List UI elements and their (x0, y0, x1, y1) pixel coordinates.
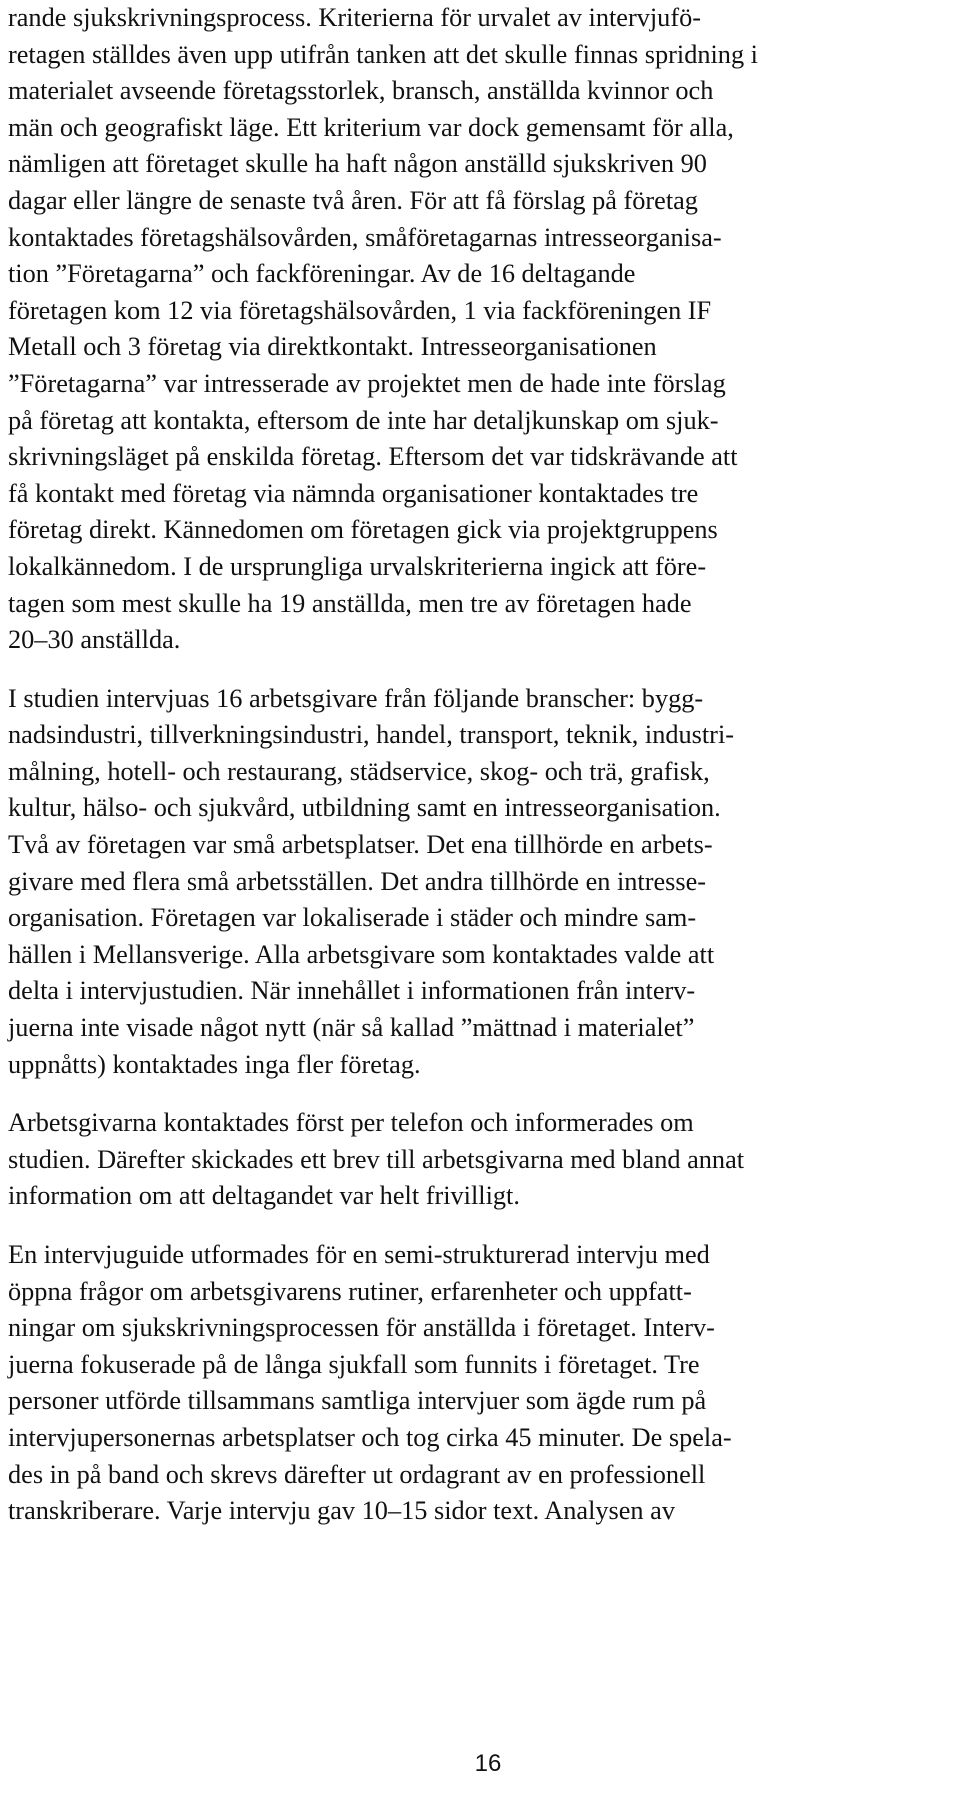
paragraph-contact (8, 1105, 944, 1215)
text-line: organisation. Företagen var lokaliserade i städer och mindre sam- (8, 903, 697, 933)
text-line: des in på band och skrevs därefter ut ordagrant av en professionell (8, 1459, 706, 1489)
text-line: juerna fokuserade på de långa sjukfall som funnits i företaget. Tre (8, 1349, 700, 1379)
text-line: Metall och 3 företag via direktkontakt. Intresseorganisationen (8, 332, 657, 362)
text-line: tion ”Företagarna” och fackföreningar. Av de 16 deltagande (8, 259, 636, 289)
text-line: företag direkt. Kännedomen om företagen gick via projektgruppens (8, 515, 718, 545)
text-line: retagen ställdes även upp utifrån tanken att det skulle finnas spridning i (8, 39, 758, 69)
text-line: 20–30 anställda. (8, 625, 181, 655)
text-line: nadsindustri, tillverkningsindustri, handel, transport, teknik, industri- (8, 720, 735, 750)
text-line: kultur, hälso- och sjukvård, utbildning samt en intresseorganisation. (8, 793, 721, 823)
text-line: Två av företagen var små arbetsplatser. Det ena tillhörde en arbets- (8, 830, 713, 860)
text-line: delta i intervjustudien. När innehållet i informationen från interv- (8, 976, 696, 1006)
paragraph-industries (8, 681, 944, 1084)
text-line: intervjupersonernas arbetsplatser och tog cirka 45 minuter. De spela- (8, 1422, 732, 1452)
text-line: män och geografiskt läge. Ett kriterium var dock gemensamt för alla, (8, 112, 734, 142)
paragraph-selection-criteria (8, 0, 944, 659)
text-line: transkriberare. Varje intervju gav 10–15 sidor text. Analysen av (8, 1496, 675, 1526)
text-line: En intervjuguide utformades för en semi-strukturerad intervju med (8, 1240, 710, 1269)
text-line: personer utförde tillsammans samtliga intervjuer som ägde rum på (8, 1386, 707, 1416)
page-number-text: 16 (474, 1750, 502, 1777)
text-line: juerna inte visade något nytt (när så kallad ”mättnad i materialet” (8, 1013, 695, 1043)
text-line: få kontakt med företag via nämnda organisationer kontaktades tre (8, 478, 699, 508)
paragraph-interview-guide (8, 1237, 944, 1530)
document-page (8, 0, 944, 1552)
text-line: dagar eller längre de senaste två åren. För att få förslag på företag (8, 185, 698, 215)
text-line: målning, hotell- och restaurang, städservice, skog- och trä, grafisk, (8, 756, 710, 786)
text-line: skrivningsläget på enskilda företag. Eftersom det var tidskrävande att (8, 442, 738, 472)
text-line: uppnåtts) kontaktades inga fler företag. (8, 1049, 421, 1079)
text-line: hällen i Mellansverige. Alla arbetsgivare som kontaktades valde att (8, 939, 715, 969)
text-line: tagen som mest skulle ha 19 anställda, men tre av företagen hade (8, 588, 692, 618)
text-line: givare med flera små arbetsställen. Det andra tillhörde en intresse- (8, 866, 707, 896)
text-line: I studien intervjuas 16 arbetsgivare från följande branscher: bygg- (8, 683, 704, 713)
text-line: öppna frågor om arbetsgivarens rutiner, erfarenheter och uppfatt- (8, 1276, 692, 1306)
text-line: företagen kom 12 via företagshälsovården, 1 via fackföreningen IF (8, 295, 712, 325)
text-line: nämligen att företaget skulle ha haft någon anställd sjukskriven 90 (8, 149, 707, 179)
text-line: lokalkännedom. I de ursprungliga urvalskriterierna ingick att före- (8, 551, 707, 581)
text-line: Arbetsgivarna kontaktades först per telefon och informerades om (8, 1108, 694, 1138)
text-line: ningar om sjukskrivningsprocessen för anställda i företaget. Interv- (8, 1313, 715, 1343)
text-line: information om att deltagandet var helt frivilligt. (8, 1181, 520, 1211)
text-line: kontaktades företagshälsovården, småföretagarnas intresseorganisa- (8, 222, 722, 252)
page-number (0, 1750, 960, 1778)
text-line: materialet avseende företagsstorlek, bransch, anställda kvinnor och (8, 76, 714, 106)
text-line: studien. Därefter skickades ett brev till arbetsgivarna med bland annat (8, 1144, 745, 1174)
text-line: rande sjukskrivningsprocess. Kriterierna för urvalet av intervjufö- (8, 3, 701, 32)
text-line: ”Företagarna” var intresserade av projektet men de hade inte förslag (8, 368, 726, 398)
text-line: på företag att kontakta, eftersom de inte har detaljkunskap om sjuk- (8, 405, 719, 435)
